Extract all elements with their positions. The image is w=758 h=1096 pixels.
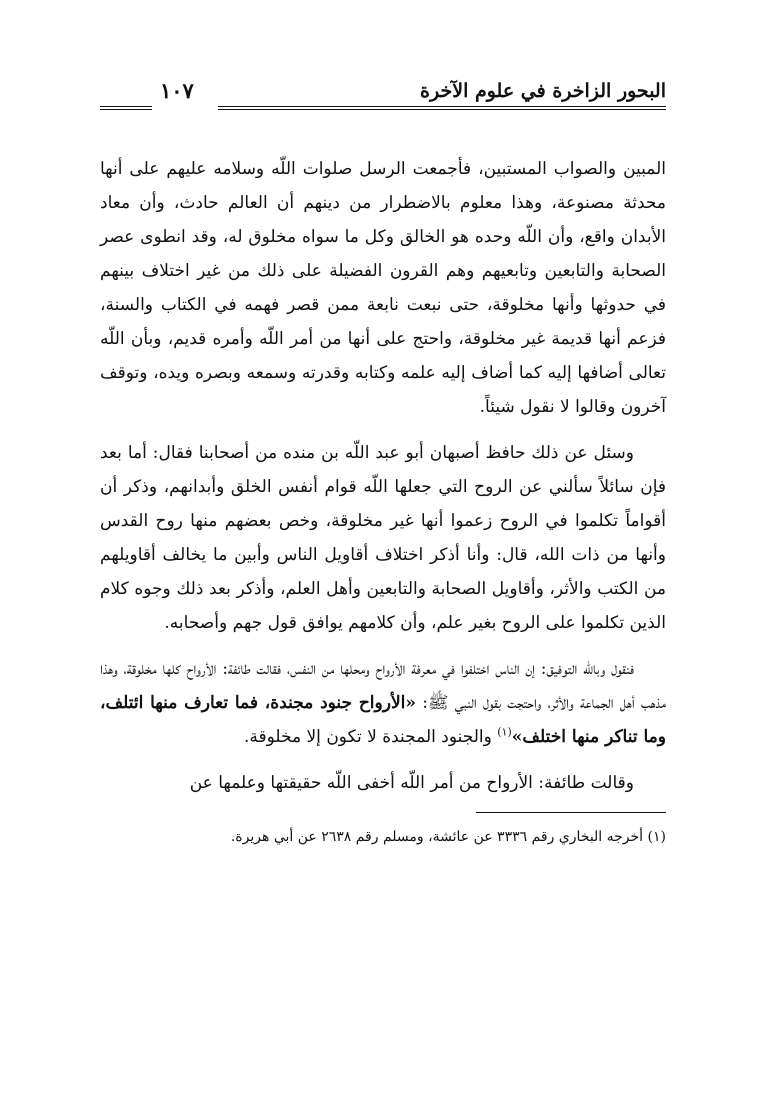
page-number: ١٠٧ bbox=[160, 78, 194, 103]
paragraph-2: وسئل عن ذلك حافظ أصبهان أبو عبد اللّه بن منده من أصحابنا فقال: أما بعد فإن سائلاً سألني عن الروح التي جعلها اللّه قوام أنفس الخلق وأبدانهم، وذكر أن أقواماً تكلموا في الروح زعموا أنها غير مخلوقة، وخص بعضهم منها روح القدس وأنها من ذات الله، قال: وأنا أذكر اختلاف أقاويل الناس وأبين ما يخالف أقاويلهم من الكتب والأثر، وأقاويل الصحابة والتابعين وأهل العلم، وأذكر بعد ذلك وجوه كلام الذين تكلموا على الروح بغير علم، وأن كلامهم يوافق قول جهم وأصحابه. bbox=[100, 443, 666, 633]
footnote-1: (١) أخرجه البخاري رقم ٣٣٣٦ عن عائشة، ومسلم رقم ٢٦٣٨ عن أبي هريرة. bbox=[230, 829, 666, 845]
header-rule-left bbox=[100, 106, 152, 110]
footnote-rule bbox=[476, 812, 666, 813]
paragraph-3-text-after: والجنود المجندة لا تكون إلا مخلوقة. bbox=[243, 727, 498, 747]
running-header bbox=[100, 78, 666, 112]
paragraph-4: وقالت طائفة: الأرواح من أمر اللّه أخفى اللّه حقيقتها وعلمها عن bbox=[189, 773, 634, 793]
paragraph-1: المبين والصواب المستبين، فأجمعت الرسل صلوات اللّه وسلامه عليهم على أنها محدثة مصنوعة، وهذا معلوم بالاضطرار من دينهم أن العالم حادث، وأن معاد الأبدان واقع، وأن اللّه وحده هو الخالق وكل ما سواه مخلوق له، وقد انطوى عصر الصحابة والتابعين وتابعيهم وهم القرون الفضيلة على ذلك من غير اختلاف بينهم في حدوثها وأنها مخلوقة، حتى نبعت نابعة ممن قصر فهمه في الكتاب والسنة، فزعم أنها قديمة غير مخلوقة، واحتج على أنها من أمر اللّه وأمره قديم، وبأن اللّه تعالى أضافها إليه كما أضاف إليه علمه وكتابه وقدرته وسمعه وبصره ويده، وتوقف آخرون وقالوا لا نقول شيئاً. bbox=[100, 159, 666, 417]
footnote-marker: (١) bbox=[497, 725, 512, 739]
paragraph-3 bbox=[100, 652, 666, 754]
header-rule-right bbox=[218, 106, 666, 110]
body-text bbox=[100, 152, 666, 800]
hadith-quote: «الأرواح جنود مجندة، فما تعارف منها ائتلف، وما تناكر منها اختلف» bbox=[100, 693, 666, 747]
paragraph-3-text-before: فنقول وباللّه التوفيق: إن الناس اختلفوا في معرفة الأرواح ومحلها من النفس، فقالت طائفة: الأرواح كلها مخلوقة، وهذا مذهب أهل الجماعة والأثر، واحتجت بقول النبي ﷺ: bbox=[100, 659, 666, 713]
header-title: البحور الزاخرة في علوم الآخرة bbox=[420, 80, 666, 102]
book-page bbox=[100, 78, 666, 849]
